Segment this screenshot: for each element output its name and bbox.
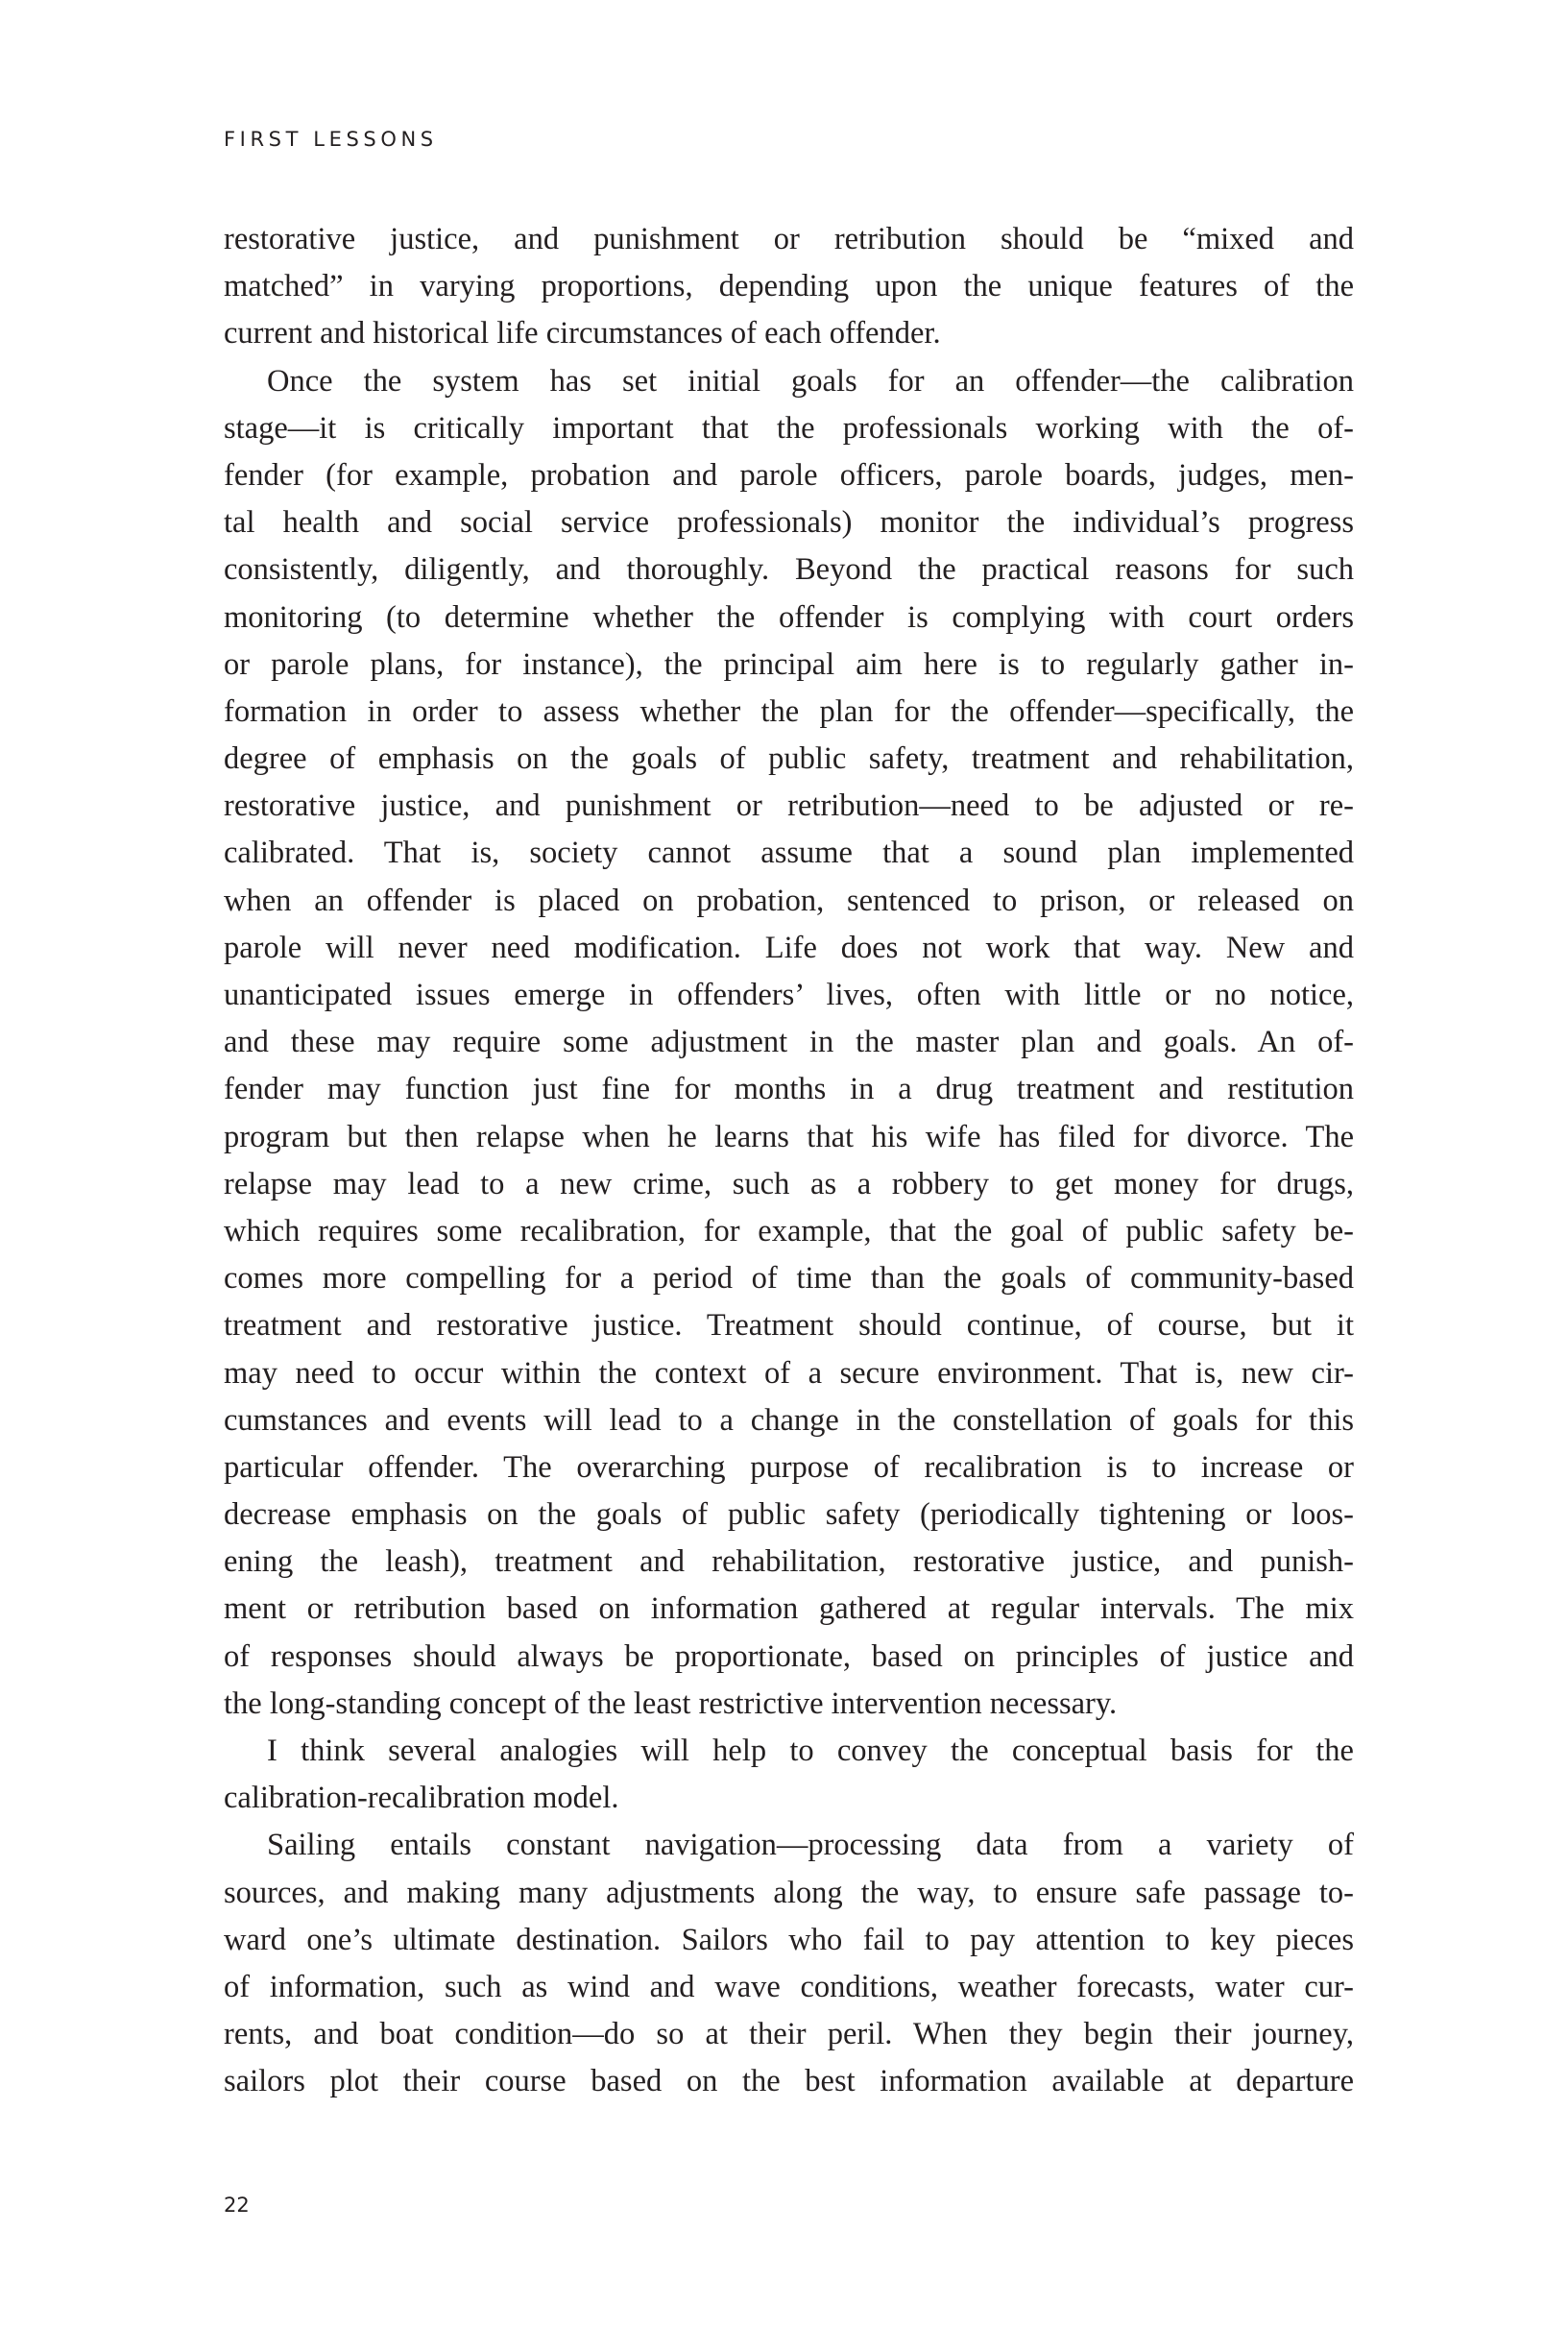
text-line: the long-standing concept of the least restrictive intervention necessary. <box>224 1685 1118 1721</box>
text-line: decrease emphasis on the goals of public safety (periodically tightening or loos- <box>224 1497 1354 1533</box>
text-line: monitoring (to determine whether the offender is complying with court orders <box>224 599 1354 635</box>
text-line: ment or retribution based on information gathered at regular intervals. The mix <box>224 1591 1354 1627</box>
text-line: of information, such as wind and wave conditions, weather forecasts, water cur- <box>224 1969 1354 2004</box>
text-line: sources, and making many adjustments along the way, to ensure safe passage to- <box>224 1875 1354 1910</box>
text-line: comes more compelling for a period of time than the goals of community-based <box>224 1261 1354 1297</box>
paragraph <box>224 1822 1354 2105</box>
text-line: fender may function just fine for months in a drug treatment and restitution <box>224 1072 1354 1107</box>
text-line: unanticipated issues emerge in offenders’ lives, often with little or no notice, <box>224 978 1354 1012</box>
text-line: parole will never need modification. Life does not work that way. New and <box>224 930 1354 965</box>
text-line: degree of emphasis on the goals of public safety, treatment and rehabilitation, <box>224 741 1354 777</box>
text-line: which requires some recalibration, for example, that the goal of public safety be- <box>224 1213 1354 1249</box>
text-line: consistently, diligently, and thoroughly. Beyond the practical reasons for such <box>224 552 1354 588</box>
text-line: of responses should always be proportionate, based on principles of justice and <box>224 1638 1354 1674</box>
text-line: sailors plot their course based on the best information available at departure <box>224 2064 1354 2099</box>
text-line: ening the leash), treatment and rehabilitation, restorative justice, and punish- <box>224 1544 1354 1580</box>
text-line: calibration-recalibration model. <box>224 1781 619 1816</box>
paragraph <box>224 216 1354 358</box>
paragraph <box>224 358 1354 1728</box>
text-line: may need to occur within the context of a secure environment. That is, new cir- <box>224 1355 1354 1391</box>
text-line: current and historical life circumstances of each offender. <box>224 316 941 352</box>
text-line: particular offender. The overarching purpose of recalibration is to increase or <box>224 1449 1354 1485</box>
text-line: or parole plans, for instance), the principal aim here is to regularly gather in- <box>224 646 1354 682</box>
text-line: Sailing entails constant navigation—processing data from a variety of <box>267 1828 1354 1863</box>
text-line: stage—it is critically important that the professionals working with the of- <box>224 410 1354 446</box>
text-line: restorative justice, and punishment or retribution—need to be adjusted or re- <box>224 788 1354 824</box>
running-head: FIRST LESSONS <box>224 128 438 151</box>
text-line: restorative justice, and punishment or retribution should be “mixed and <box>224 222 1354 256</box>
text-line: cumstances and events will lead to a change in the constellation of goals for this <box>224 1402 1354 1438</box>
text-line: treatment and restorative justice. Treatment should continue, of course, but it <box>224 1308 1354 1344</box>
text-line: relapse may lead to a new crime, such as a robbery to get money for drugs, <box>224 1166 1354 1201</box>
paragraph <box>224 1728 1354 1822</box>
text-line: Once the system has set initial goals for an offender—the calibration <box>267 363 1354 399</box>
text-line: calibrated. That is, society cannot assume that a sound plan implemented <box>224 836 1354 871</box>
text-line: tal health and social service professionals) monitor the individual’s progress <box>224 505 1354 541</box>
text-line: matched” in varying proportions, depending upon the unique features of the <box>224 269 1354 304</box>
text-line: and these may require some adjustment in the master plan and goals. An of- <box>224 1025 1354 1060</box>
text-line: program but then relapse when he learns that his wife has filed for divorce. The <box>224 1119 1354 1154</box>
body-text <box>224 216 1354 2106</box>
text-line: fender (for example, probation and parole officers, parole boards, judges, men- <box>224 457 1354 493</box>
text-line: when an offender is placed on probation, sentenced to prison, or released on <box>224 883 1354 918</box>
text-line: rents, and boat condition—do so at their peril. When they begin their journey, <box>224 2017 1354 2052</box>
text-line: I think several analogies will help to convey the conceptual basis for the <box>267 1734 1354 1768</box>
text-line: ward one’s ultimate destination. Sailors who fail to pay attention to key pieces <box>224 1922 1354 1957</box>
page-number: 22 <box>224 2194 250 2217</box>
text-line: formation in order to assess whether the plan for the offender—specifically, the <box>224 693 1354 729</box>
